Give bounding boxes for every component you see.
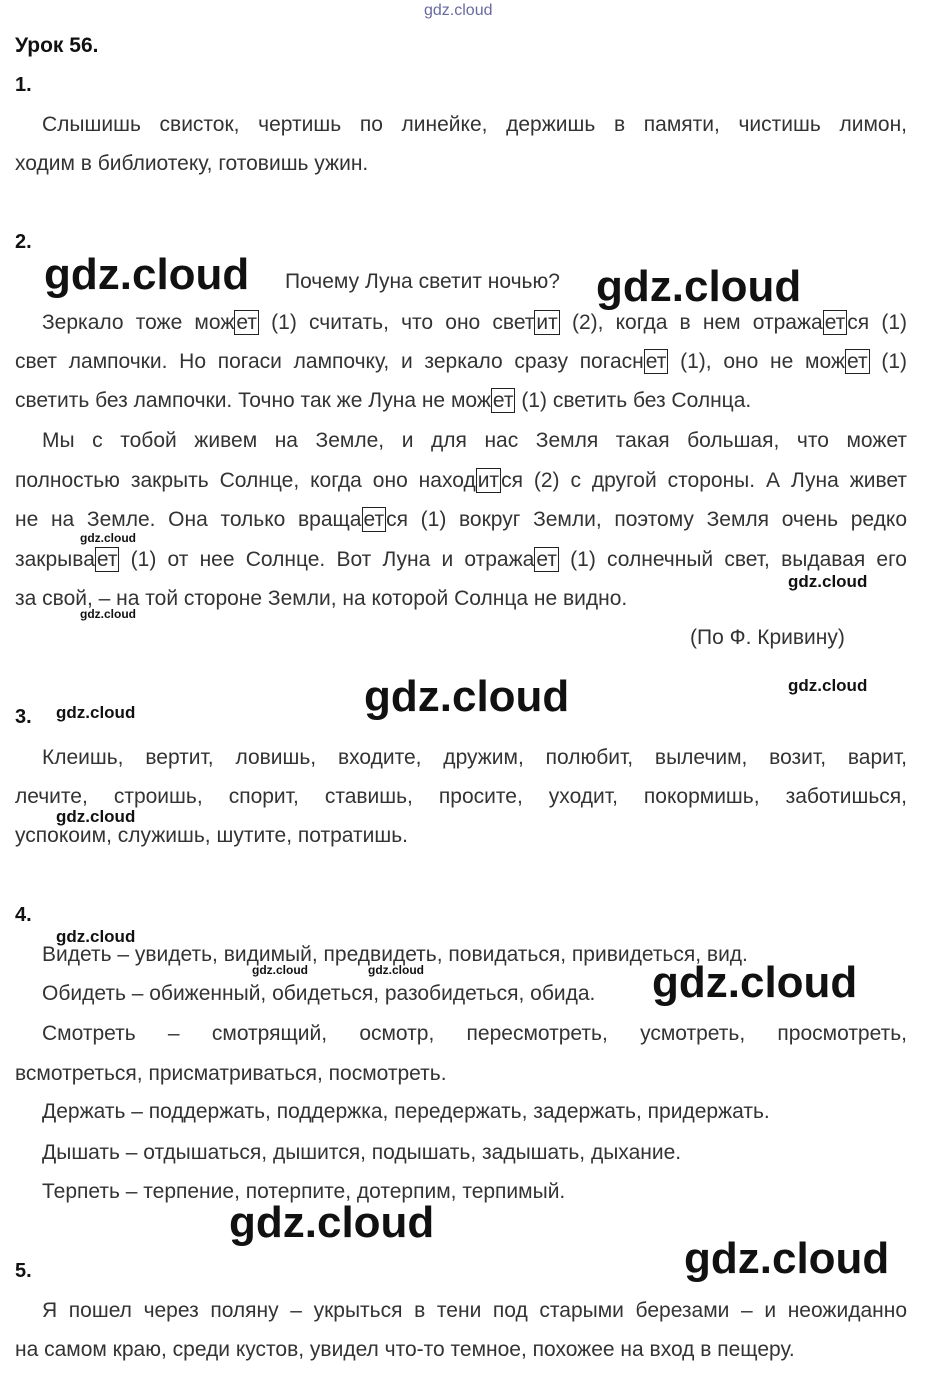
ex2-line-4: Мы с тобой живем на Земле, и для нас Земля такая большая, что может: [42, 429, 907, 452]
watermark: gdz.cloud: [788, 572, 868, 591]
ending-box: ет: [96, 548, 118, 571]
ex4-line-1: Видеть – увидеть, видимый, предвидеть, повидаться, привидеться, вид.: [42, 943, 748, 966]
watermark: gdz.cloud: [364, 672, 570, 721]
watermark: gdz.cloud: [56, 927, 136, 946]
ending-box: ет: [824, 311, 846, 334]
ex4-line-4: всмотреться, присматриваться, посмотреть.: [15, 1062, 447, 1085]
ex2-line-6: не на Земле. Она только вращается (1) вокруг Земли, поэтому Земля очень редко: [15, 508, 907, 531]
ex2-line-1: Зеркало тоже может (1) считать, что оно светит (2), когда в нем отражается (1): [42, 311, 908, 334]
ex4-line-6: Дышать – отдышаться, дышится, подышать, задышать, дыхание.: [42, 1141, 682, 1164]
exercise-3-number: 3.: [15, 706, 32, 728]
ending-box: ет: [846, 350, 868, 373]
ex4-line-2: Обидеть – обиженный, обидеться, разобидеться, обида.: [42, 982, 596, 1005]
ending-box: ит: [536, 311, 558, 334]
watermark: gdz.cloud: [596, 262, 802, 311]
watermark: gdz.cloud: [252, 963, 308, 977]
exercise-5-number: 5.: [15, 1260, 32, 1282]
watermark: gdz.cloud: [80, 607, 136, 621]
ending-box: ет: [645, 350, 667, 373]
watermark: gdz.cloud: [788, 676, 868, 695]
ex1-line-1: Слышишь свисток, чертишь по линейке, держишь в памяти, чистишь лимон,: [42, 113, 907, 136]
watermark: gdz.cloud: [652, 958, 858, 1007]
watermark-top: gdz.cloud: [424, 2, 493, 19]
ex2-author: (По Ф. Кривину): [690, 626, 845, 649]
ending-box: ет: [363, 508, 385, 531]
ex4-line-3: Смотреть – смотрящий, осмотр, пересмотреть, усмотреть, просмотреть,: [42, 1022, 907, 1045]
ending-box: ет: [492, 389, 514, 412]
watermark: gdz.cloud: [80, 531, 136, 545]
ex2-line-5: полностью закрыть Солнце, когда оно находится (2) с другой стороны. А Луна живет: [15, 469, 908, 492]
watermark: gdz.cloud: [56, 807, 136, 826]
ex4-line-7: Терпеть – терпение, потерпите, дотерпим, терпимый.: [42, 1180, 566, 1203]
ex3-line-1: Клеишь, вертит, ловишь, входите, дружим, полюбит, вылечим, возит, варит,: [42, 746, 907, 769]
ex4-line-5: Держать – поддержать, поддержка, передержать, задержать, придержать.: [42, 1100, 770, 1123]
exercise-4-number: 4.: [15, 904, 32, 926]
exercise-2-number: 2.: [15, 231, 32, 253]
lesson-title: Урок 56.: [15, 34, 99, 57]
ex5-line-1: Я пошел через поляну – укрыться в тени под старыми березами – и неожиданно: [42, 1299, 907, 1322]
ex2-line-7: закрывает (1) от нее Солнце. Вот Луна и отражает (1) солнечный свет, выдавая его: [15, 548, 907, 571]
watermark: gdz.cloud: [229, 1198, 435, 1247]
ex3-line-2: лечите, строишь, спорит, ставишь, просите, уходит, покормишь, заботишься,: [15, 785, 907, 808]
watermark: gdz.cloud: [684, 1234, 890, 1283]
ex2-title: Почему Луна светит ночью?: [285, 270, 560, 293]
ex2-line-2: свет лампочки. Но погаси лампочку, и зеркало сразу погаснет (1), оно не может (1): [15, 350, 908, 373]
ex1-line-2: ходим в библиотеку, готовишь ужин.: [15, 152, 369, 175]
watermark: gdz.cloud: [44, 250, 250, 299]
ex3-line-3: успокоим, служишь, шутите, потратишь.: [15, 824, 408, 847]
exercise-1-number: 1.: [15, 74, 32, 96]
ex2-line-3: светить без лампочки. Точно так же Луна не может (1) светить без Солнца.: [15, 389, 752, 412]
ending-box: ет: [236, 311, 257, 334]
watermark: gdz.cloud: [56, 703, 136, 722]
ex2-line-8: за свой, – на той стороне Земли, на которой Солнца не видно.: [15, 587, 628, 610]
ex5-line-2: на самом краю, среди кустов, увидел что-то темное, похожее на вход в пещеру.: [15, 1338, 795, 1361]
ending-box: ит: [477, 469, 500, 492]
watermark: gdz.cloud: [368, 963, 424, 977]
ending-box: ет: [536, 548, 557, 571]
